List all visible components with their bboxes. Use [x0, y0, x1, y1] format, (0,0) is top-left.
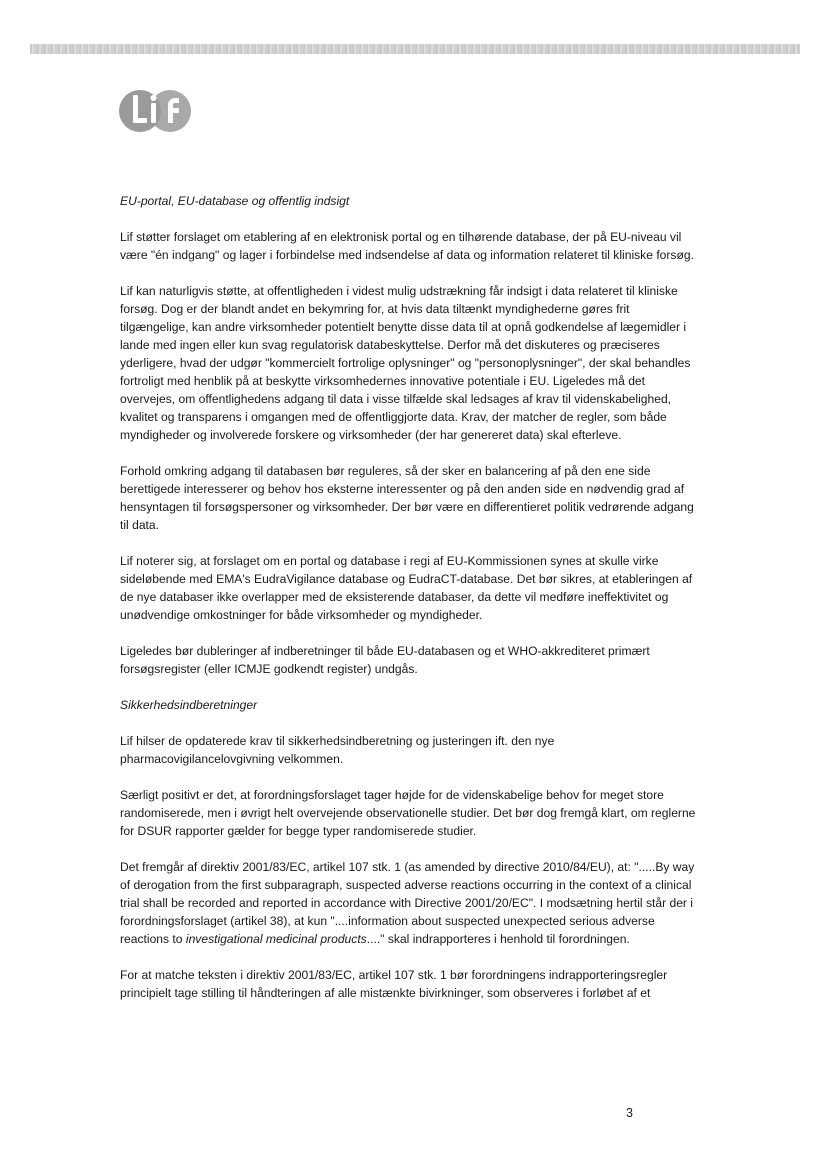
- paragraph-text: Det fremgår af direktiv 2001/83/EC, artikel 107 stk. 1 (as amended by directive 2010/84/EU), at: ".....By way of derogation from the first subparagraph, suspected adverse reactions occurring in the context of a clinical trial shall be recorded and reported in accordance with Directive 2001/20/EC". I modsætning hertil står der i forordningsforslaget (artikel 38), at kun "....information about suspected unexpected serious adverse reactions to: [120, 860, 695, 946]
- body-paragraph: Lif noterer sig, at forslaget om en portal og database i regi af EU-Kommissionen synes at skulle virke sideløbende med EMA's EudraVigilance database og EudraCT-database. Det bør sikres, at etableringen af de nye databaser ikke overlapper med de eksisterende databaser, da dette vil medføre ineffektivitet og unødvendige omkostninger for både virksomheder og myndigheder.: [120, 554, 693, 622]
- paragraph-text: ...." skal indrapporteres i henhold til forordningen.: [366, 932, 630, 946]
- body-paragraph: Lif støtter forslaget om etablering af en elektronisk portal og en tilhørende database, der på EU-niveau vil være "én indgang" og lager i forbindelse med indsendelse af data og information relateret til kliniske forsøg.: [120, 230, 694, 262]
- document-body: [120, 192, 700, 1020]
- scan-edge-bar: [30, 44, 800, 54]
- italic-term: investigational medicinal products: [185, 932, 367, 946]
- body-paragraph: Forhold omkring adgang til databasen bør reguleres, så der sker en balancering af på den ene side berettigede interesserer og behov hos eksterne interessenter og på den anden side en nødvendig grad af hensyntagen til forsøgspersoner og virksomheder. Der bør være en differentieret politik vedrørende adgang til data.: [120, 464, 694, 532]
- body-paragraph: Lif kan naturligvis støtte, at offentligheden i videst mulig udstrækning får indsigt i data relateret til kliniske forsøg. Dog er der blandt andet en bekymring for, at hvis data tiltænkt myndighederne gøres frit tilgængelige, kan andre virksomheder potentielt benytte disse data til at opnå godkendelse af lægemidler i lande med ingen eller kun svag regulatorisk databeskyttelse. Derfor må det diskuteres og præciseres yderligere, hvad der udgør "kommercielt fortrolige oplysninger" og "personoplysninger", der skal behandles fortroligt med henblik på at beskytte virksomhedernes innovative potentiale i EU. Ligeledes må det overvejes, om offentlighedens adgang til data i visse tilfælde skal ledsages af krav til videnskabelighed, kvalitet og transparens i omgangen med de offentliggjorte data. Krav, der matcher de regler, som både myndigheder og involverede forskere og virksomheder (der har genereret data) skal efterleve.: [120, 284, 691, 442]
- body-paragraph: [120, 858, 700, 948]
- body-paragraph: Særligt positivt er det, at forordningsforslaget tager højde for de videnskabelige behov for meget store randomiserede, men i øvrigt helt overvejende observationelle studier. Det bør dog fremgå klart, om reglerne for DSUR rapporter gælder for begge typer randomiserede studier.: [120, 788, 696, 838]
- section-heading: Sikkerhedsindberetninger: [120, 698, 258, 712]
- body-paragraph: Ligeledes bør dubleringer af indberetninger til både EU-databasen og et WHO-akkrediteret primært forsøgsregister (eller ICMJE godkendt register) undgås.: [120, 644, 650, 676]
- body-paragraph: Lif hilser de opdaterede krav til sikkerhedsindberetning og justeringen ift. den nye pharmacovigilancelovgivning velkommen.: [120, 734, 555, 766]
- page-number: 3: [626, 1106, 633, 1120]
- lif-logo-icon: [118, 86, 202, 136]
- section-heading: EU-portal, EU-database og offentlig indsigt: [120, 194, 350, 208]
- body-paragraph: For at matche teksten i direktiv 2001/83/EC, artikel 107 stk. 1 bør forordningens indrapporteringsregler principielt tage stilling til håndteringen af alle mistænkte bivirkninger, som observeres i forløbet af et: [120, 968, 668, 1000]
